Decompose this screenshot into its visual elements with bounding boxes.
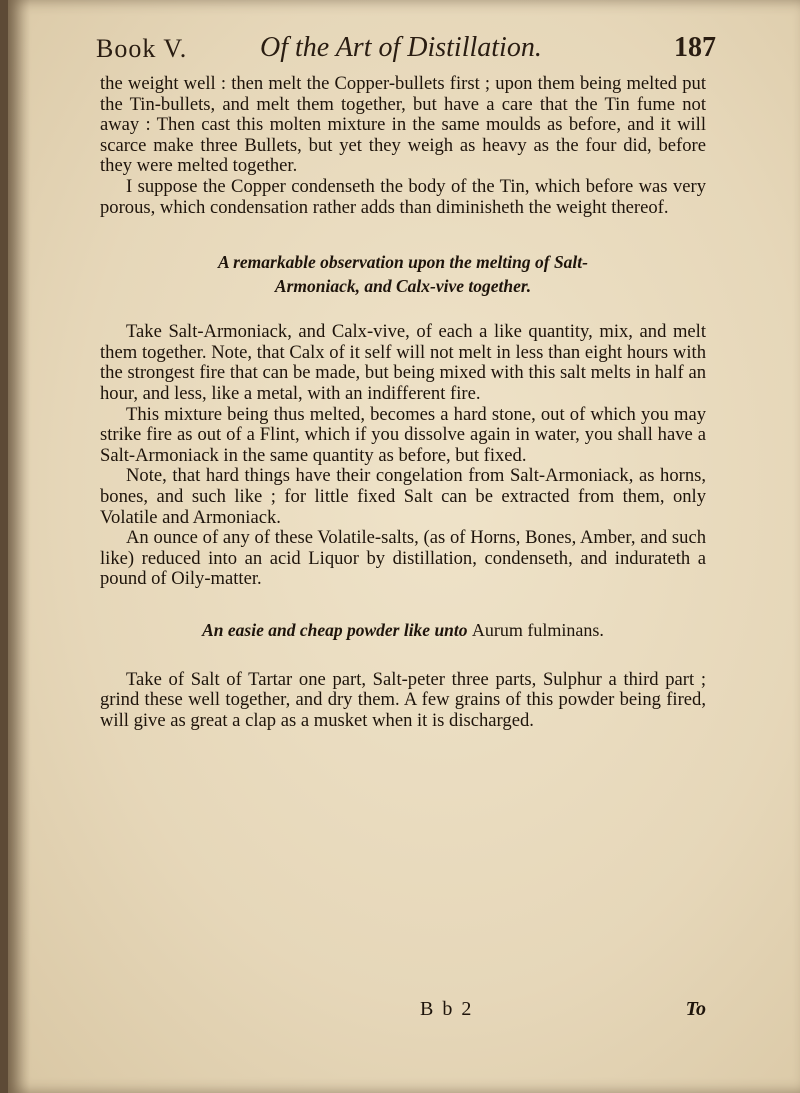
section-heading-line: Armoniack, and Calx-vive together. [274, 276, 532, 297]
running-header [96, 30, 716, 70]
section-heading [100, 590, 706, 670]
paragraph: the weight well : then melt the Copper-bullets first ; upon them being melted put the Tin-bullets, and melt them together, but have a care that the Tin fume not away : Then cast this molten mixture in the same moulds as before, and it will scarce make three Bullets, but yet they weigh as heavy as the four did, before they were melted together. [100, 73, 706, 177]
paragraph: Note, that hard things have their congelation from Salt-Armoniack, as horns, bones, and such like ; for little fixed Salt can be extracted from them, only Volatile and Armoniack. [100, 465, 706, 528]
page-number: 187 [674, 32, 716, 63]
paragraph: Take of Salt of Tartar one part, Salt-peter three parts, Sulphur a third part ; grind these well together, and dry them. A few grains of this powder being fired, will give as great a clap as a musket when it is discharged. [100, 668, 706, 732]
section-heading-roman: Aurum fulminans. [471, 619, 604, 640]
section-heading-line: A remarkable observation upon the melting of Salt- [218, 252, 588, 273]
paragraph: Take Salt-Armoniack, and Calx-vive, of each a like quantity, mix, and melt them together. Note, that Calx of it self will not melt in less than eight hours with the strongest fire that can be made, but being mixed with this salt melts in half an hour, and less, like a metal, with an indifferent fire. [100, 321, 706, 404]
book-page [8, 0, 800, 1093]
paragraph: An ounce of any of these Volatile-salts, (as of Horns, Bones, Amber, and such like) reduced into an acid Liquor by distillation, condenseth, and indurateth a pound of Oily-matter. [100, 527, 706, 590]
book-number: Book V. [96, 34, 188, 63]
page-footer [100, 998, 706, 1028]
section-heading-italic: An easie and cheap powder like unto [202, 619, 468, 640]
signature-mark: B b 2 [420, 998, 474, 1020]
main-text [100, 74, 706, 732]
catchword: To [685, 998, 706, 1020]
paragraph: I suppose the Copper condenseth the body of the Tin, which before was very porous, which condensation rather adds than diminisheth the weight thereof. [100, 175, 706, 218]
section-heading [100, 218, 706, 322]
page-gutter-shadow [8, 0, 30, 1093]
running-title: Of the Art of Distillation. [260, 32, 542, 63]
paragraph: This mixture being thus melted, becomes a hard stone, out of which you may strike fire as out of a Flint, which if you dissolve again in water, you shall have a Salt-Armoniack in the same quantity as before, but fixed. [100, 403, 706, 466]
